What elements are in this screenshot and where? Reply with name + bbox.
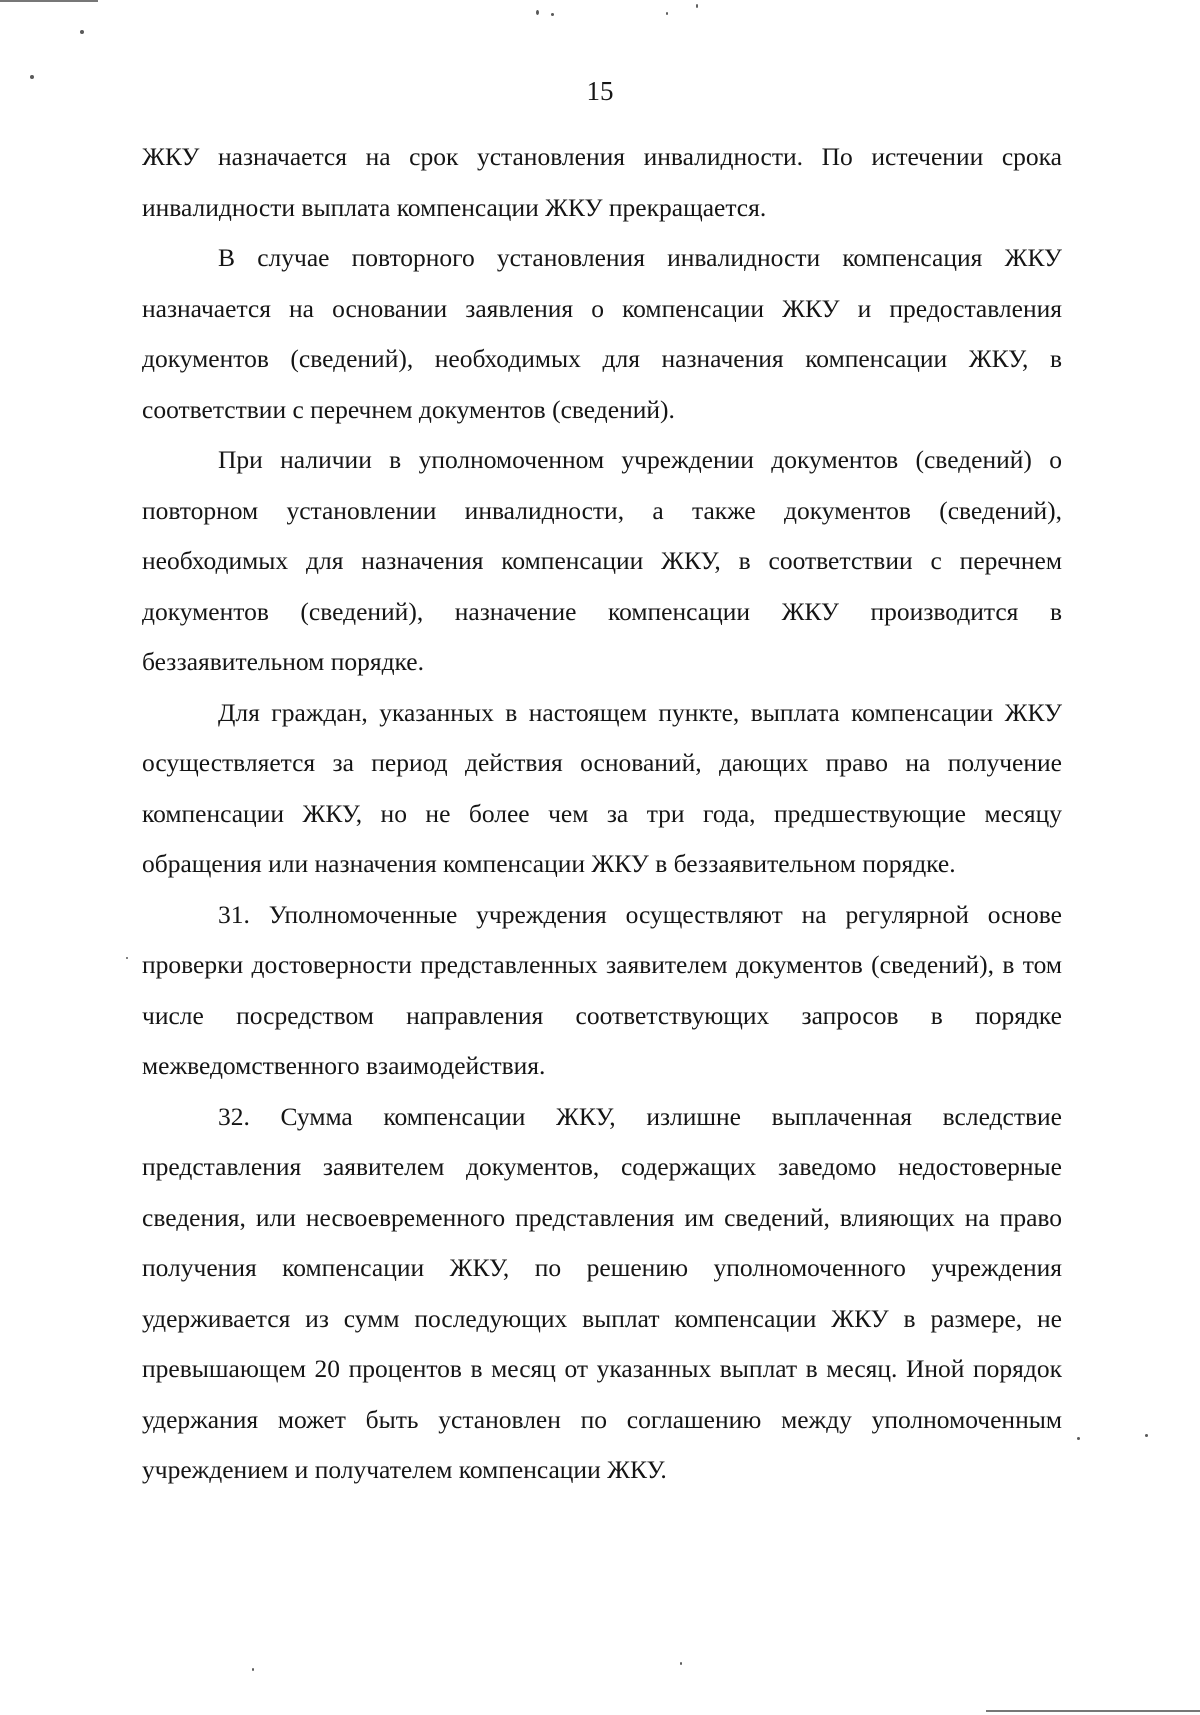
scan-speck (126, 957, 128, 959)
document-body (142, 132, 1062, 1496)
scan-speck (666, 12, 668, 15)
paragraph-31: 31. Уполномоченные учреждения осуществляют на регулярной основе проверки достоверности представленных заявителем документов (сведений), в том числе посредством направления соответствующих запросов в порядке межведомственного взаимодействия. (142, 899, 1062, 1080)
scan-speck (696, 4, 698, 8)
paragraph: При наличии в уполномоченном учреждении документов (сведений) о повторном установлении инвалидности, а также документов (сведений), необходимых для назначения компенсации ЖКУ, в соответствии с перечнем документов (сведений), назначение компенсации ЖКУ производится в беззаявительном порядке. (142, 445, 1062, 676)
scan-speck (680, 1662, 682, 1665)
scan-speck (80, 30, 84, 34)
scan-speck (1077, 1437, 1080, 1440)
scan-edge-mark (986, 1710, 1200, 1712)
page-number: 15 (586, 76, 614, 106)
scan-speck (252, 1668, 254, 1671)
paragraph: ЖКУ назначается на срок установления инвалидности. По истечении срока инвалидности выплата компенсации ЖКУ прекращается. (142, 142, 1062, 222)
scan-speck (536, 10, 539, 15)
paragraph-32: 32. Сумма компенсации ЖКУ, излишне выплаченная вследствие представления заявителем документов, содержащих заведомо недостоверные сведения, или несвоевременного представления им сведений, влияющих на право получения компенсации ЖКУ, по решению уполномоченного учреждения удерживается из сумм последующих выплат компенсации ЖКУ в размере, не превышающем 20 процентов в месяц от указанных выплат в месяц. Иной порядок удержания может быть установлен по соглашению между уполномоченным учреждением и получателем компенсации ЖКУ. (142, 1101, 1062, 1484)
scan-edge-mark (0, 0, 98, 2)
paragraph: Для граждан, указанных в настоящем пункте, выплата компенсации ЖКУ осуществляется за период действия оснований, дающих право на получение компенсации ЖКУ, но не более чем за три года, предшествующие месяцу обращения или назначения компенсации ЖКУ в беззаявительном порядке. (142, 697, 1062, 878)
scan-speck (1145, 1434, 1148, 1437)
paragraph: В случае повторного установления инвалидности компенсация ЖКУ назначается на основании заявления о компенсации ЖКУ и предоставления документов (сведений), необходимых для назначения компенсации ЖКУ, в соответствии с перечнем документов (сведений). (142, 243, 1062, 424)
scan-speck (551, 13, 554, 16)
